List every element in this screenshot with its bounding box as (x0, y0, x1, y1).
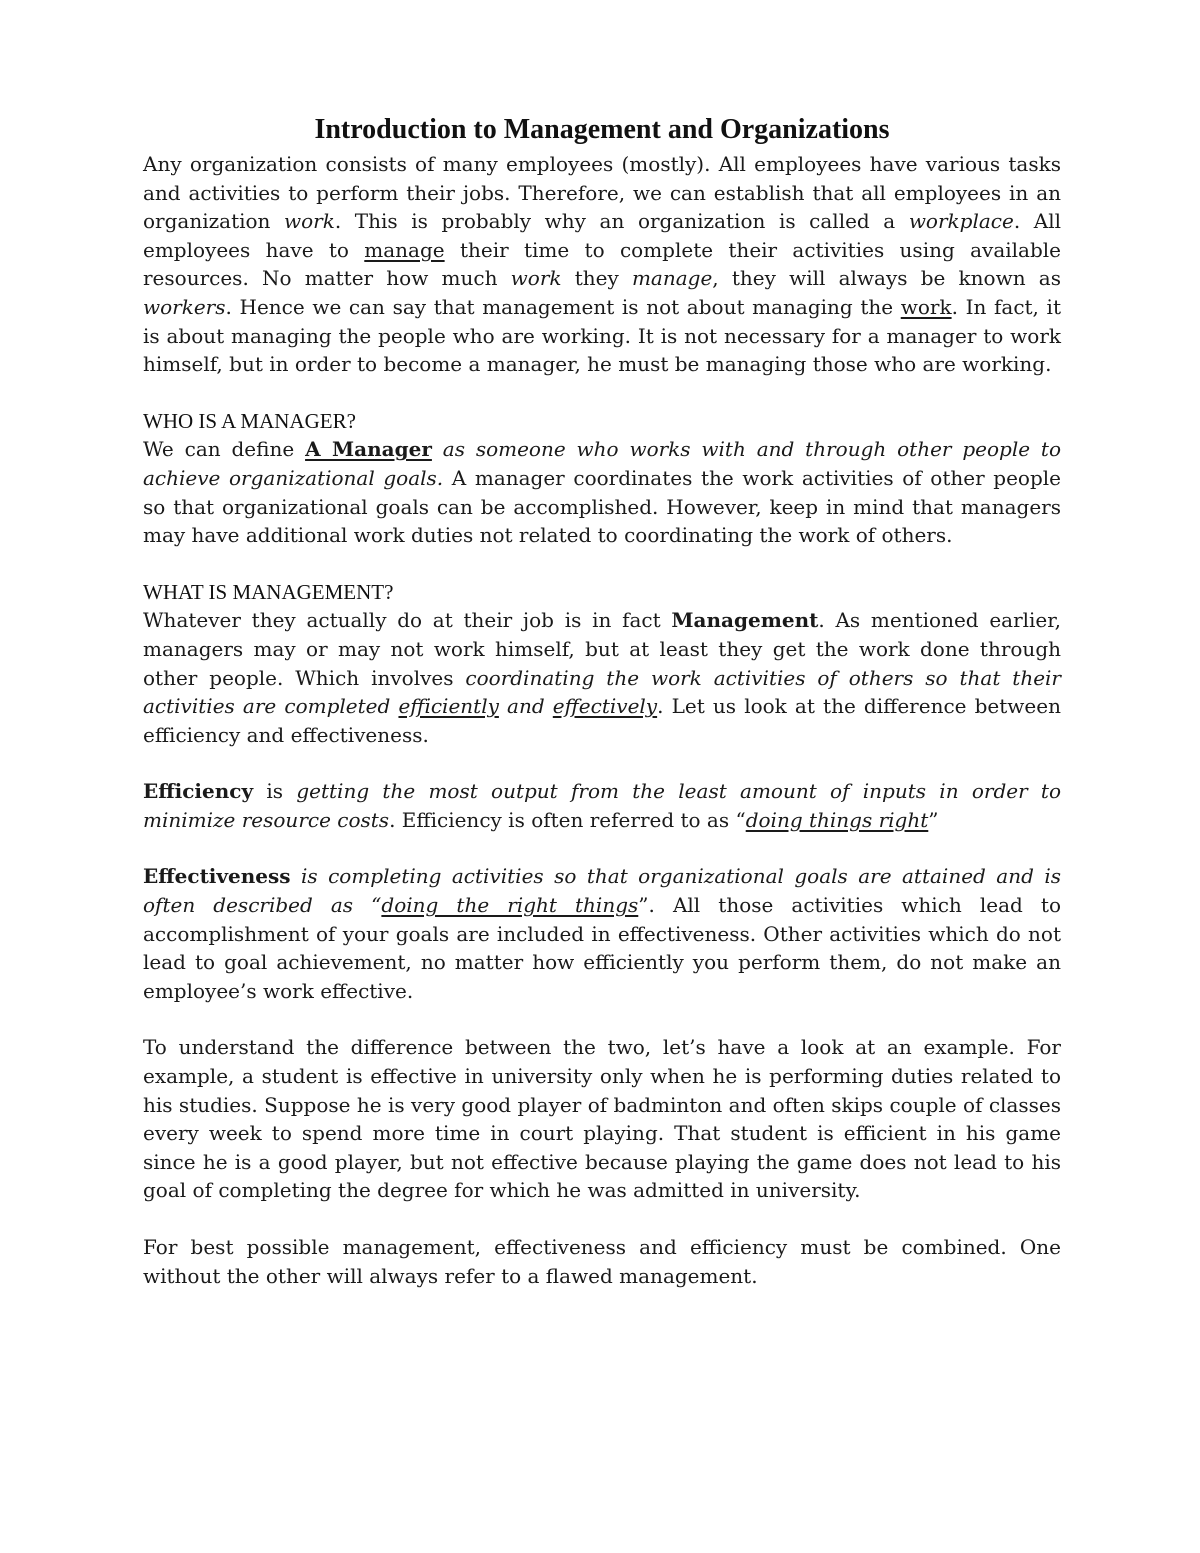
intro-paragraph: Any organization consists of many employees (mostly). All employees have various tasks and activities to perform their jobs. Therefore, we can establish that all employees in an organization work. This is probably why an organization is called a workplace. All employees have to manage their time to complete their activities using available resources. No matter how much work they manage, they will always be known as workers. Hence we can say that management is not about managing the work. In fact, it is about managing the people who are working. It is not necessary for a manager to work himself, but in order to become a manager, he must be managing those who are working. (143, 152, 1061, 377)
management-paragraph: Whatever they actually do at their job is in fact Management. As mentioned earlier, managers may or may not work himself, but at least they get the work done through other people. Which involves coordinating the work activities of others so that their activities are completed efficiently and effectively. Let us look at the difference between efficiency and effectiveness. (143, 608, 1061, 747)
underlined-manage: manage (364, 237, 445, 262)
underlined-effectively: effectively (552, 694, 658, 719)
effectiveness-quote: doing the right things (381, 893, 639, 918)
manager-definition: as someone who works with and through other people to achieve organizational goals. (143, 437, 1062, 490)
italic-work: work (510, 266, 562, 291)
document-title: Introduction to Management and Organizations (314, 114, 890, 145)
efficiency-quote: doing things right (745, 807, 929, 832)
italic-workers: workers (143, 294, 226, 319)
effectiveness-paragraph: Effectiveness is completing activities so that organizational goals are attained and is often described as “doing the right things”. All those activities which lead to accomplishment of your goals are included in effectiveness. Other activities which do not lead to goal achievement, no matter how efficiently you perform them, do not make an employee’s work effective. (143, 864, 1061, 1003)
effectiveness-term: Effectiveness (143, 864, 291, 889)
efficiency-definition: getting the most output from the least amount of inputs in order to minimize resource costs (143, 779, 1062, 832)
manager-paragraph: We can define A Manager as someone who works with and through other people to achieve organizational goals. A manager coordinates the work activities of other people so that organizational goals can be accomplished. However, keep in mind that managers may have additional work duties not related to coordinating the work of others. (143, 437, 1062, 548)
manager-heading: WHO IS A MANAGER? (143, 408, 356, 433)
document-page (143, 110, 1061, 1290)
manager-term: A Manager (305, 437, 432, 462)
underlined-work: work (900, 294, 952, 319)
italic-work: work (284, 209, 335, 234)
efficiency-paragraph: Efficiency is getting the most output from the least amount of inputs in order to minimize resource costs. Efficiency is often referred to as “doing things right” (143, 779, 1062, 832)
efficiency-term: Efficiency (143, 779, 254, 804)
underlined-efficiently: efficiently (398, 694, 499, 719)
italic-workplace: workplace (908, 209, 1014, 234)
conclusion-paragraph: For best possible management, effectiveness and efficiency must be combined. One without the other will always refer to a flawed management. (143, 1235, 1061, 1288)
management-heading: WHAT IS MANAGEMENT? (143, 579, 394, 604)
effectiveness-definition: is completing activities so that organizational goals are attained and is often described as “ (143, 864, 1061, 918)
example-paragraph: To understand the difference between the two, let’s have a look at an example. For example, a student is effective in university only when he is performing duties related to his studies. Suppose he is very good player of badminton and often skips couple of classes every week to spend more time in court playing. That student is efficient in his game since he is a good player, but not effective because playing the game does not lead to his goal of completing the degree for which he was admitted in university. (143, 1035, 1061, 1203)
italic-manage: manage (631, 266, 713, 291)
management-term: Management (671, 608, 819, 633)
